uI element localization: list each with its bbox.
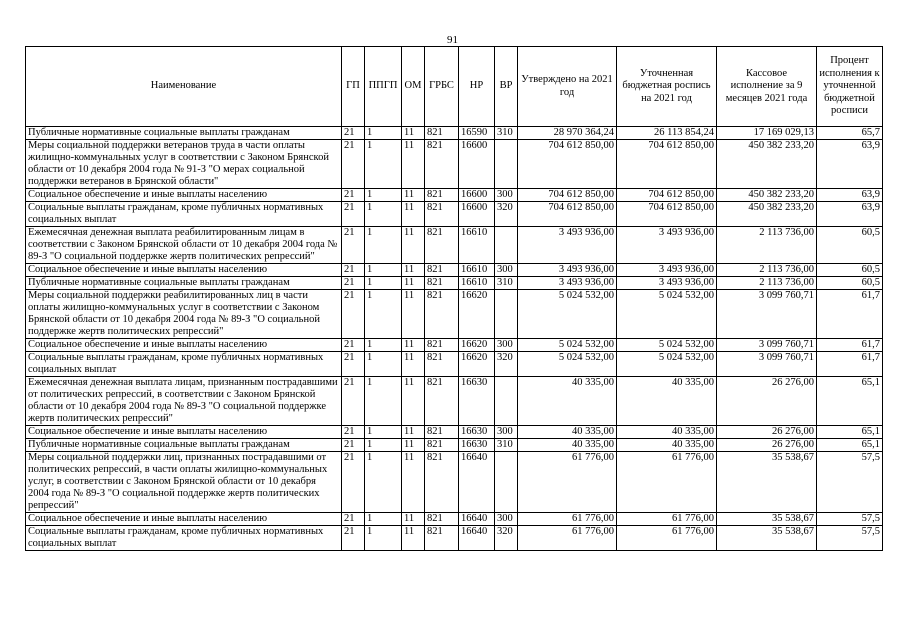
row-percent: 65,1 — [817, 439, 883, 452]
row-vr — [495, 377, 518, 426]
row-approved: 704 612 850,00 — [518, 140, 617, 189]
row-refined: 5 024 532,00 — [617, 352, 717, 377]
row-percent: 65,1 — [817, 377, 883, 426]
row-name: Социальные выплаты гражданам, кроме публичных нормативных социальных выплат — [26, 352, 342, 377]
row-om: 11 — [402, 202, 425, 227]
row-cash: 35 538,67 — [717, 452, 817, 513]
row-ppgp: 1 — [365, 189, 402, 202]
row-gp: 21 — [342, 127, 365, 140]
row-name: Меры социальной поддержки лиц, признанных пострадавшими от политических репрессий, в части оплаты жилищно-коммунальных услуг, в соответствии с Законом Брянской области от 10 декабря 2004 года № 89-З "О социальной поддержке жертв политических репрессий" — [26, 452, 342, 513]
row-refined: 3 493 936,00 — [617, 277, 717, 290]
row-np: 16630 — [459, 426, 495, 439]
row-name: Социальное обеспечение и иные выплаты населению — [26, 264, 342, 277]
row-vr: 320 — [495, 202, 518, 227]
row-percent: 63,9 — [817, 140, 883, 189]
row-gp: 21 — [342, 189, 365, 202]
row-refined: 5 024 532,00 — [617, 339, 717, 352]
row-vr: 300 — [495, 339, 518, 352]
row-np: 16640 — [459, 452, 495, 513]
row-grbs: 821 — [425, 140, 459, 189]
row-gp: 21 — [342, 339, 365, 352]
row-om: 11 — [402, 526, 425, 551]
row-vr: 300 — [495, 426, 518, 439]
row-approved: 40 335,00 — [518, 377, 617, 426]
row-gp: 21 — [342, 439, 365, 452]
row-np: 16640 — [459, 513, 495, 526]
table-row — [26, 377, 883, 426]
row-om: 11 — [402, 227, 425, 264]
row-gp: 21 — [342, 140, 365, 189]
row-percent: 61,7 — [817, 339, 883, 352]
row-refined: 61 776,00 — [617, 513, 717, 526]
row-percent: 61,7 — [817, 290, 883, 339]
row-cash: 26 276,00 — [717, 426, 817, 439]
col-header-np: НР — [459, 47, 495, 127]
row-gp: 21 — [342, 227, 365, 264]
row-name: Ежемесячная денежная выплата реабилитированным лицам в соответствии с Законом Брянской области от 10 декабря 2004 года № 89-З "О социальной поддержке жертв политических репрессий" — [26, 227, 342, 264]
row-percent: 60,5 — [817, 277, 883, 290]
row-vr: 320 — [495, 526, 518, 551]
table-row — [26, 290, 883, 339]
row-percent: 65,7 — [817, 127, 883, 140]
col-header-name: Наименование — [26, 47, 342, 127]
row-ppgp: 1 — [365, 339, 402, 352]
row-om: 11 — [402, 127, 425, 140]
row-vr: 310 — [495, 127, 518, 140]
row-percent: 63,9 — [817, 189, 883, 202]
row-grbs: 821 — [425, 227, 459, 264]
row-grbs: 821 — [425, 277, 459, 290]
row-refined: 61 776,00 — [617, 526, 717, 551]
row-gp: 21 — [342, 202, 365, 227]
row-refined: 61 776,00 — [617, 452, 717, 513]
row-name: Социальные выплаты гражданам, кроме публичных нормативных социальных выплат — [26, 202, 342, 227]
row-grbs: 821 — [425, 377, 459, 426]
row-om: 11 — [402, 439, 425, 452]
row-om: 11 — [402, 339, 425, 352]
row-vr — [495, 452, 518, 513]
table-row — [26, 513, 883, 526]
table-row — [26, 426, 883, 439]
row-vr — [495, 290, 518, 339]
row-approved: 40 335,00 — [518, 426, 617, 439]
row-approved: 704 612 850,00 — [518, 189, 617, 202]
row-grbs: 821 — [425, 513, 459, 526]
row-cash: 35 538,67 — [717, 526, 817, 551]
row-percent: 60,5 — [817, 227, 883, 264]
table-row — [26, 439, 883, 452]
row-ppgp: 1 — [365, 377, 402, 426]
page-number: 91 — [447, 34, 458, 46]
row-grbs: 821 — [425, 290, 459, 339]
row-om: 11 — [402, 513, 425, 526]
row-name: Меры социальной поддержки реабилитированных лиц в части оплаты жилищно-коммунальных услуг в соответствии с Законом Брянской области от 10 декабря 2004 года № 89-З "О социальной поддержке жертв политических репрессий" — [26, 290, 342, 339]
row-gp: 21 — [342, 513, 365, 526]
row-refined: 5 024 532,00 — [617, 290, 717, 339]
row-ppgp: 1 — [365, 290, 402, 339]
table-row — [26, 227, 883, 264]
row-ppgp: 1 — [365, 452, 402, 513]
row-np: 16610 — [459, 277, 495, 290]
row-name: Социальное обеспечение и иные выплаты населению — [26, 426, 342, 439]
row-cash: 3 099 760,71 — [717, 339, 817, 352]
row-refined: 704 612 850,00 — [617, 140, 717, 189]
row-refined: 704 612 850,00 — [617, 189, 717, 202]
table-row — [26, 189, 883, 202]
row-gp: 21 — [342, 426, 365, 439]
row-percent: 65,1 — [817, 426, 883, 439]
table-row — [26, 526, 883, 551]
row-approved: 61 776,00 — [518, 452, 617, 513]
row-percent: 57,5 — [817, 513, 883, 526]
row-np: 16600 — [459, 202, 495, 227]
table-row — [26, 277, 883, 290]
table-body — [26, 127, 883, 551]
row-ppgp: 1 — [365, 352, 402, 377]
row-approved: 28 970 364,24 — [518, 127, 617, 140]
row-ppgp: 1 — [365, 227, 402, 264]
row-om: 11 — [402, 452, 425, 513]
row-grbs: 821 — [425, 339, 459, 352]
row-name: Публичные нормативные социальные выплаты гражданам — [26, 127, 342, 140]
row-np: 16630 — [459, 377, 495, 426]
col-header-om: ОМ — [402, 47, 425, 127]
row-cash: 450 382 233,20 — [717, 202, 817, 227]
row-gp: 21 — [342, 264, 365, 277]
row-ppgp: 1 — [365, 127, 402, 140]
row-ppgp: 1 — [365, 526, 402, 551]
row-grbs: 821 — [425, 127, 459, 140]
table-row — [26, 452, 883, 513]
row-vr: 300 — [495, 513, 518, 526]
row-np: 16600 — [459, 189, 495, 202]
budget-table — [25, 46, 883, 551]
row-gp: 21 — [342, 526, 365, 551]
row-cash: 450 382 233,20 — [717, 140, 817, 189]
row-ppgp: 1 — [365, 439, 402, 452]
col-header-percent: Процент исполнения к уточненной бюджетной росписи — [817, 47, 883, 127]
row-gp: 21 — [342, 277, 365, 290]
row-percent: 57,5 — [817, 452, 883, 513]
row-name: Социальное обеспечение и иные выплаты населению — [26, 189, 342, 202]
row-name: Социальное обеспечение и иные выплаты населению — [26, 339, 342, 352]
row-cash: 450 382 233,20 — [717, 189, 817, 202]
row-om: 11 — [402, 426, 425, 439]
row-gp: 21 — [342, 352, 365, 377]
row-gp: 21 — [342, 290, 365, 339]
row-cash: 2 113 736,00 — [717, 264, 817, 277]
row-ppgp: 1 — [365, 277, 402, 290]
row-om: 11 — [402, 264, 425, 277]
col-header-vr: ВР — [495, 47, 518, 127]
col-header-cash: Кассовое исполнение за 9 месяцев 2021 года — [717, 47, 817, 127]
row-refined: 40 335,00 — [617, 377, 717, 426]
row-vr: 300 — [495, 264, 518, 277]
table-row — [26, 127, 883, 140]
row-name: Ежемесячная денежная выплата лицам, признанным пострадавшими от политических репрессий, в соответствии с Законом Брянской области от 10 декабря 2004 года № 89-З "О социальной поддержке жертв политических репрессий" — [26, 377, 342, 426]
row-gp: 21 — [342, 452, 365, 513]
row-vr: 300 — [495, 189, 518, 202]
row-om: 11 — [402, 352, 425, 377]
row-percent: 61,7 — [817, 352, 883, 377]
row-refined: 26 113 854,24 — [617, 127, 717, 140]
row-approved: 3 493 936,00 — [518, 264, 617, 277]
row-np: 16590 — [459, 127, 495, 140]
row-grbs: 821 — [425, 202, 459, 227]
row-cash: 3 099 760,71 — [717, 352, 817, 377]
col-header-approved: Утверждено на 2021 год — [518, 47, 617, 127]
row-grbs: 821 — [425, 352, 459, 377]
table-row — [26, 140, 883, 189]
row-approved: 61 776,00 — [518, 513, 617, 526]
table-row — [26, 352, 883, 377]
row-np: 16620 — [459, 339, 495, 352]
row-np: 16620 — [459, 290, 495, 339]
row-refined: 3 493 936,00 — [617, 227, 717, 264]
row-om: 11 — [402, 377, 425, 426]
row-refined: 704 612 850,00 — [617, 202, 717, 227]
row-approved: 3 493 936,00 — [518, 277, 617, 290]
row-approved: 704 612 850,00 — [518, 202, 617, 227]
row-percent: 63,9 — [817, 202, 883, 227]
row-cash: 35 538,67 — [717, 513, 817, 526]
row-np: 16600 — [459, 140, 495, 189]
col-header-grbs: ГРБС — [425, 47, 459, 127]
row-ppgp: 1 — [365, 202, 402, 227]
row-np: 16610 — [459, 227, 495, 264]
row-grbs: 821 — [425, 264, 459, 277]
table-row — [26, 339, 883, 352]
row-om: 11 — [402, 290, 425, 339]
row-om: 11 — [402, 140, 425, 189]
row-vr: 310 — [495, 439, 518, 452]
row-approved: 5 024 532,00 — [518, 290, 617, 339]
row-approved: 61 776,00 — [518, 526, 617, 551]
row-np: 16610 — [459, 264, 495, 277]
row-vr: 320 — [495, 352, 518, 377]
row-refined: 40 335,00 — [617, 426, 717, 439]
row-cash: 2 113 736,00 — [717, 277, 817, 290]
table-row — [26, 264, 883, 277]
row-approved: 40 335,00 — [518, 439, 617, 452]
row-np: 16630 — [459, 439, 495, 452]
row-ppgp: 1 — [365, 264, 402, 277]
row-name: Публичные нормативные социальные выплаты гражданам — [26, 277, 342, 290]
row-grbs: 821 — [425, 452, 459, 513]
row-approved: 5 024 532,00 — [518, 352, 617, 377]
row-name: Социальные выплаты гражданам, кроме публичных нормативных социальных выплат — [26, 526, 342, 551]
row-ppgp: 1 — [365, 513, 402, 526]
row-cash: 17 169 029,13 — [717, 127, 817, 140]
row-vr — [495, 140, 518, 189]
row-om: 11 — [402, 277, 425, 290]
row-ppgp: 1 — [365, 426, 402, 439]
row-cash: 2 113 736,00 — [717, 227, 817, 264]
row-np: 16640 — [459, 526, 495, 551]
row-cash: 26 276,00 — [717, 439, 817, 452]
row-grbs: 821 — [425, 426, 459, 439]
row-om: 11 — [402, 189, 425, 202]
row-approved: 5 024 532,00 — [518, 339, 617, 352]
row-percent: 60,5 — [817, 264, 883, 277]
row-cash: 26 276,00 — [717, 377, 817, 426]
row-vr: 310 — [495, 277, 518, 290]
row-percent: 57,5 — [817, 526, 883, 551]
row-vr — [495, 227, 518, 264]
row-name: Социальное обеспечение и иные выплаты населению — [26, 513, 342, 526]
row-np: 16620 — [459, 352, 495, 377]
row-refined: 40 335,00 — [617, 439, 717, 452]
row-ppgp: 1 — [365, 140, 402, 189]
row-grbs: 821 — [425, 439, 459, 452]
table-row — [26, 202, 883, 227]
col-header-ppgp: ППГП — [365, 47, 402, 127]
row-name: Меры социальной поддержки ветеранов труда в части оплаты жилищно-коммунальных услуг в соответствии с Законом Брянской области от 10 декабря 2004 года № 91-З "О мерах социальной поддержки ветеранов в Брянской области" — [26, 140, 342, 189]
row-grbs: 821 — [425, 189, 459, 202]
row-approved: 3 493 936,00 — [518, 227, 617, 264]
col-header-gp: ГП — [342, 47, 365, 127]
row-name: Публичные нормативные социальные выплаты гражданам — [26, 439, 342, 452]
col-header-refined: Уточненная бюджетная роспись на 2021 год — [617, 47, 717, 127]
row-refined: 3 493 936,00 — [617, 264, 717, 277]
header-row — [26, 47, 883, 127]
row-gp: 21 — [342, 377, 365, 426]
row-grbs: 821 — [425, 526, 459, 551]
row-cash: 3 099 760,71 — [717, 290, 817, 339]
